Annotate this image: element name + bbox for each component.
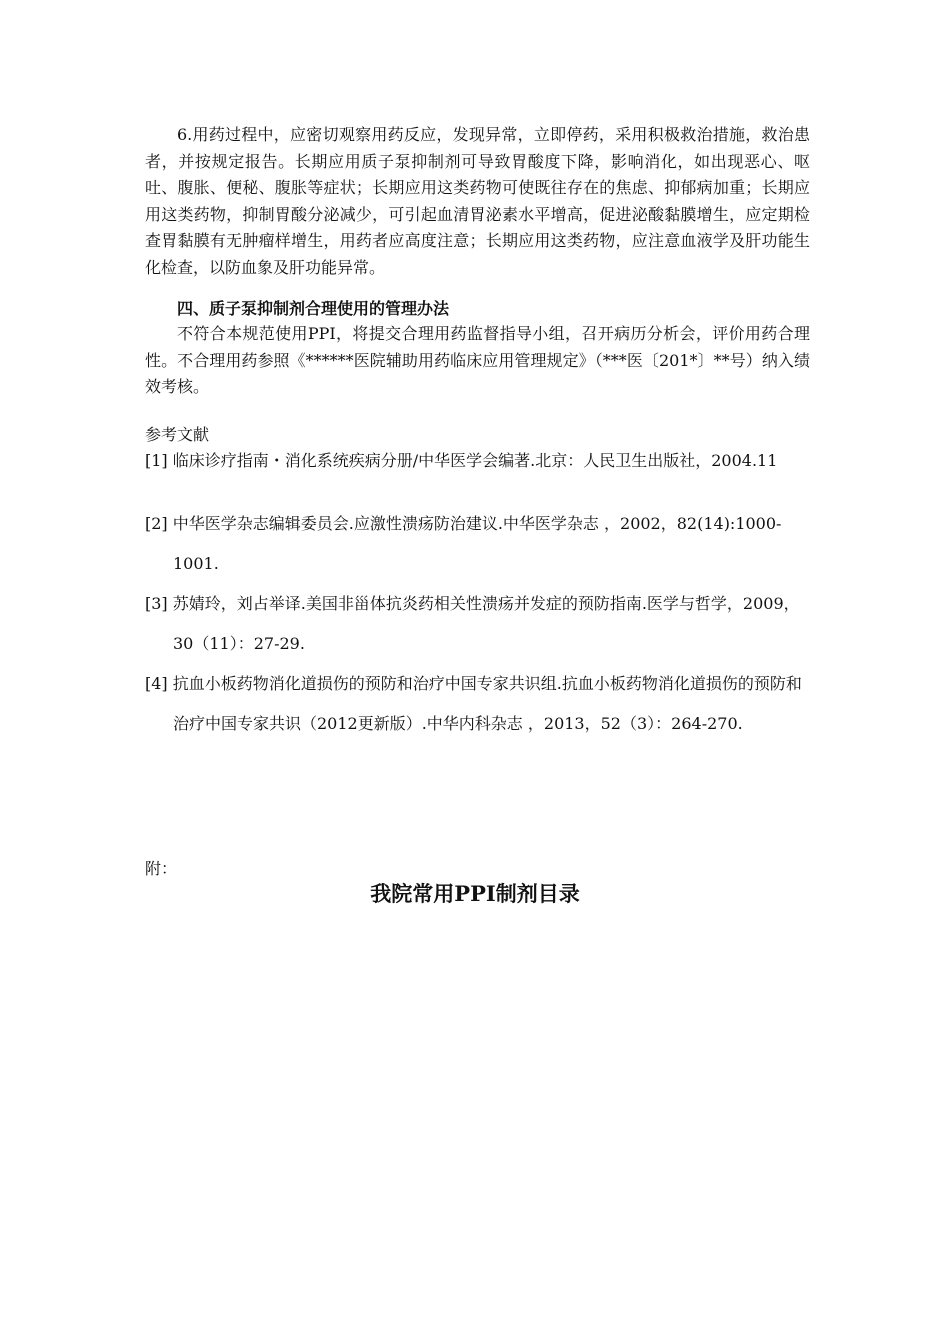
- reference-item-4: [4] 抗血小板药物消化道损伤的预防和治疗中国专家共识组.抗血小板药物消化道损伤的预防和治疗中国专家共识（2012更新版）.中华内科杂志 ，2013，52（3）：264-270.: [145, 674, 802, 733]
- reference-item-1: [1] 临床诊疗指南・消化系统疾病分册/中华医学会编著.北京：人民卫生出版社，2004.11: [145, 451, 778, 470]
- references-title: 参考文献: [145, 425, 210, 444]
- reference-item-3: [3] 苏婧玲，刘占举译.美国非甾体抗炎药相关性溃疡并发症的预防指南.医学与哲学，2009，30（11）：27-29.: [145, 594, 800, 653]
- reference-item-2: [2] 中华医学杂志编辑委员会.应激性溃疡防治建议.中华医学杂志 ，2002，82(14):1000-1001.: [145, 514, 782, 573]
- section3-item6-paragraph: 6.用药过程中，应密切观察用药反应，发现异常，立即停药，采用积极救治措施，救治患者，并按规定报告。长期应用质子泵抑制剂可导致胃酸度下降，影响消化，如出现恶心、呕吐、腹胀、便秘、腹胀等症状；长期应用这类药物可使既往存在的焦虑、抑郁病加重；长期应用这类药物，抑制胃酸分泌减少，可引起血清胃泌素水平增高，促进泌酸黏膜增生，应定期检查胃黏膜有无肿瘤样增生，用药者应高度注意；长期应用这类药物，应注意血液学及肝功能生化检查，以防血象及肝功能异常。: [145, 125, 810, 277]
- section4-heading: 四、质子泵抑制剂合理使用的管理办法: [177, 299, 450, 318]
- section4-body-paragraph: 不符合本规范使用PPI，将提交合理用药监督指导小组，召开病历分析会，评价用药合理性。不合理用药参照《******医院辅助用药临床应用管理规定》（***医〔201*〕**号）纳入绩效考核。: [145, 324, 810, 396]
- appendix-title: 我院常用PPI制剂目录: [370, 881, 580, 906]
- appendix-label: 附：: [145, 859, 178, 878]
